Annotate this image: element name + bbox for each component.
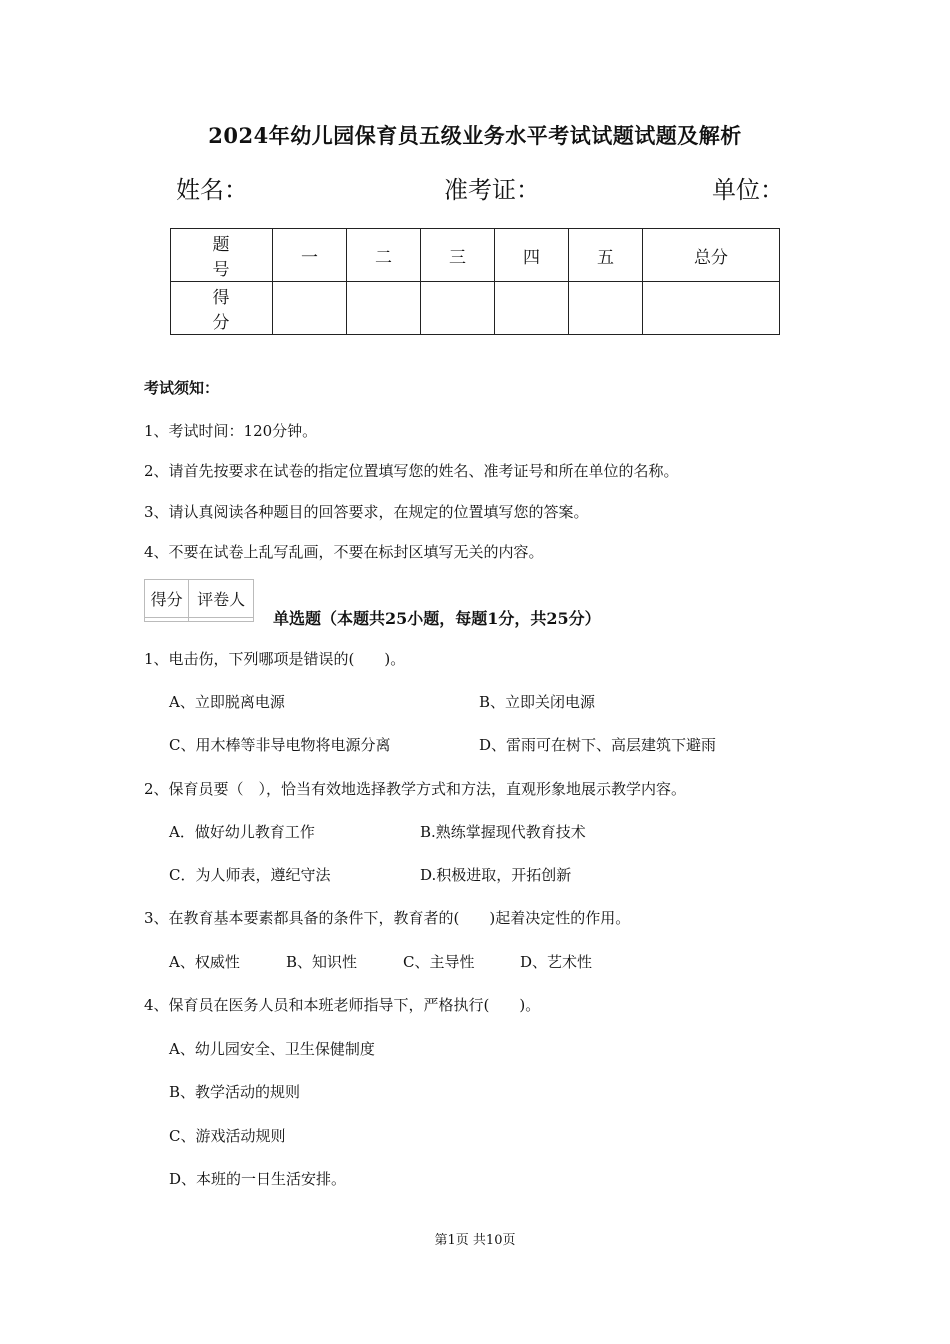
grader-score-cell[interactable] — [145, 617, 189, 621]
score-table-cell: 二 — [347, 229, 421, 282]
option-d[interactable]: D、本班的一日生活安排。 — [169, 1170, 347, 1188]
name-label: 姓名： — [176, 176, 248, 204]
grader-name-label: 评卷人 — [189, 580, 254, 618]
option-d[interactable]: D、雷雨可在树下、高层建筑下避雨 — [479, 736, 717, 754]
question-stem: 4、保育员在医务人员和本班老师指导下，严格执行( )。 — [144, 996, 541, 1014]
option-c[interactable]: C、用木棒等非导电物将电源分离 — [169, 736, 391, 754]
option-b[interactable]: B、知识性 — [286, 953, 358, 971]
option-c[interactable]: C．为人师表，遵纪守法 — [169, 866, 331, 884]
page-title: 2024年幼儿园保育员五级业务水平考试试题试题及解析 — [208, 123, 742, 148]
page-footer: 第1页 共10页 — [434, 1233, 516, 1248]
score-table-header-row — [171, 229, 780, 282]
score-table-cell: 四 — [495, 229, 569, 282]
option-b[interactable]: B、立即关闭电源 — [479, 693, 596, 711]
score-table-input-cell[interactable] — [569, 282, 643, 335]
option-b[interactable]: B、教学活动的规则 — [169, 1083, 301, 1101]
score-table-score-row — [171, 282, 780, 335]
option-b[interactable]: B.熟练掌握现代教育技术 — [420, 823, 586, 841]
score-table-input-cell[interactable] — [495, 282, 569, 335]
option-d[interactable]: D.积极进取，开拓创新 — [420, 866, 572, 884]
score-table-cell: 三 — [421, 229, 495, 282]
candidate-info-row — [176, 170, 784, 204]
question-stem: 3、在教育基本要素都具备的条件下，教育者的( )起着决定性的作用。 — [144, 909, 631, 927]
notice-item: 3、请认真阅读各种题目的回答要求，在规定的位置填写您的答案。 — [144, 503, 589, 521]
score-table-cell: 一 — [273, 229, 347, 282]
option-c[interactable]: C、主导性 — [403, 953, 475, 971]
option-a[interactable]: A．做好幼儿教育工作 — [169, 823, 315, 841]
option-c[interactable]: C、游戏活动规则 — [169, 1127, 286, 1145]
grader-table — [144, 579, 254, 622]
grader-score-label: 得分 — [145, 580, 189, 618]
exam-id-label: 准考证： — [444, 176, 540, 204]
question-stem: 1、电击伤，下列哪项是错误的( )。 — [144, 650, 406, 668]
option-a[interactable]: A、权威性 — [169, 953, 240, 971]
notice-item: 4、不要在试卷上乱写乱画，不要在标封区填写无关的内容。 — [144, 543, 544, 561]
option-a[interactable]: A、立即脱离电源 — [169, 693, 285, 711]
score-table-input-cell[interactable] — [421, 282, 495, 335]
score-table-input-cell[interactable] — [643, 282, 780, 335]
score-table-cell: 总分 — [643, 229, 780, 282]
notice-item: 1、考试时间：120分钟。 — [144, 422, 318, 440]
score-table-input-cell[interactable] — [273, 282, 347, 335]
question-stem: 2、保育员要（ ），恰当有效地选择教学方式和方法，直观形象地展示教学内容。 — [144, 780, 687, 798]
notice-item: 2、请首先按要求在试卷的指定位置填写您的姓名、准考证号和所在单位的名称。 — [144, 462, 679, 480]
score-table-input-cell[interactable] — [347, 282, 421, 335]
score-table-cell: 五 — [569, 229, 643, 282]
option-d[interactable]: D、艺术性 — [520, 953, 593, 971]
section-title: 单选题（本题共25小题，每题1分，共25分） — [273, 609, 601, 628]
score-table — [170, 228, 780, 335]
option-a[interactable]: A、幼儿园安全、卫生保健制度 — [169, 1040, 375, 1058]
score-table-cell: 得 分 — [171, 282, 273, 335]
score-table-cell: 题 号 — [171, 229, 273, 282]
unit-label: 单位： — [712, 176, 784, 204]
notice-title: 考试须知： — [144, 379, 220, 397]
grader-name-cell[interactable] — [189, 617, 254, 621]
